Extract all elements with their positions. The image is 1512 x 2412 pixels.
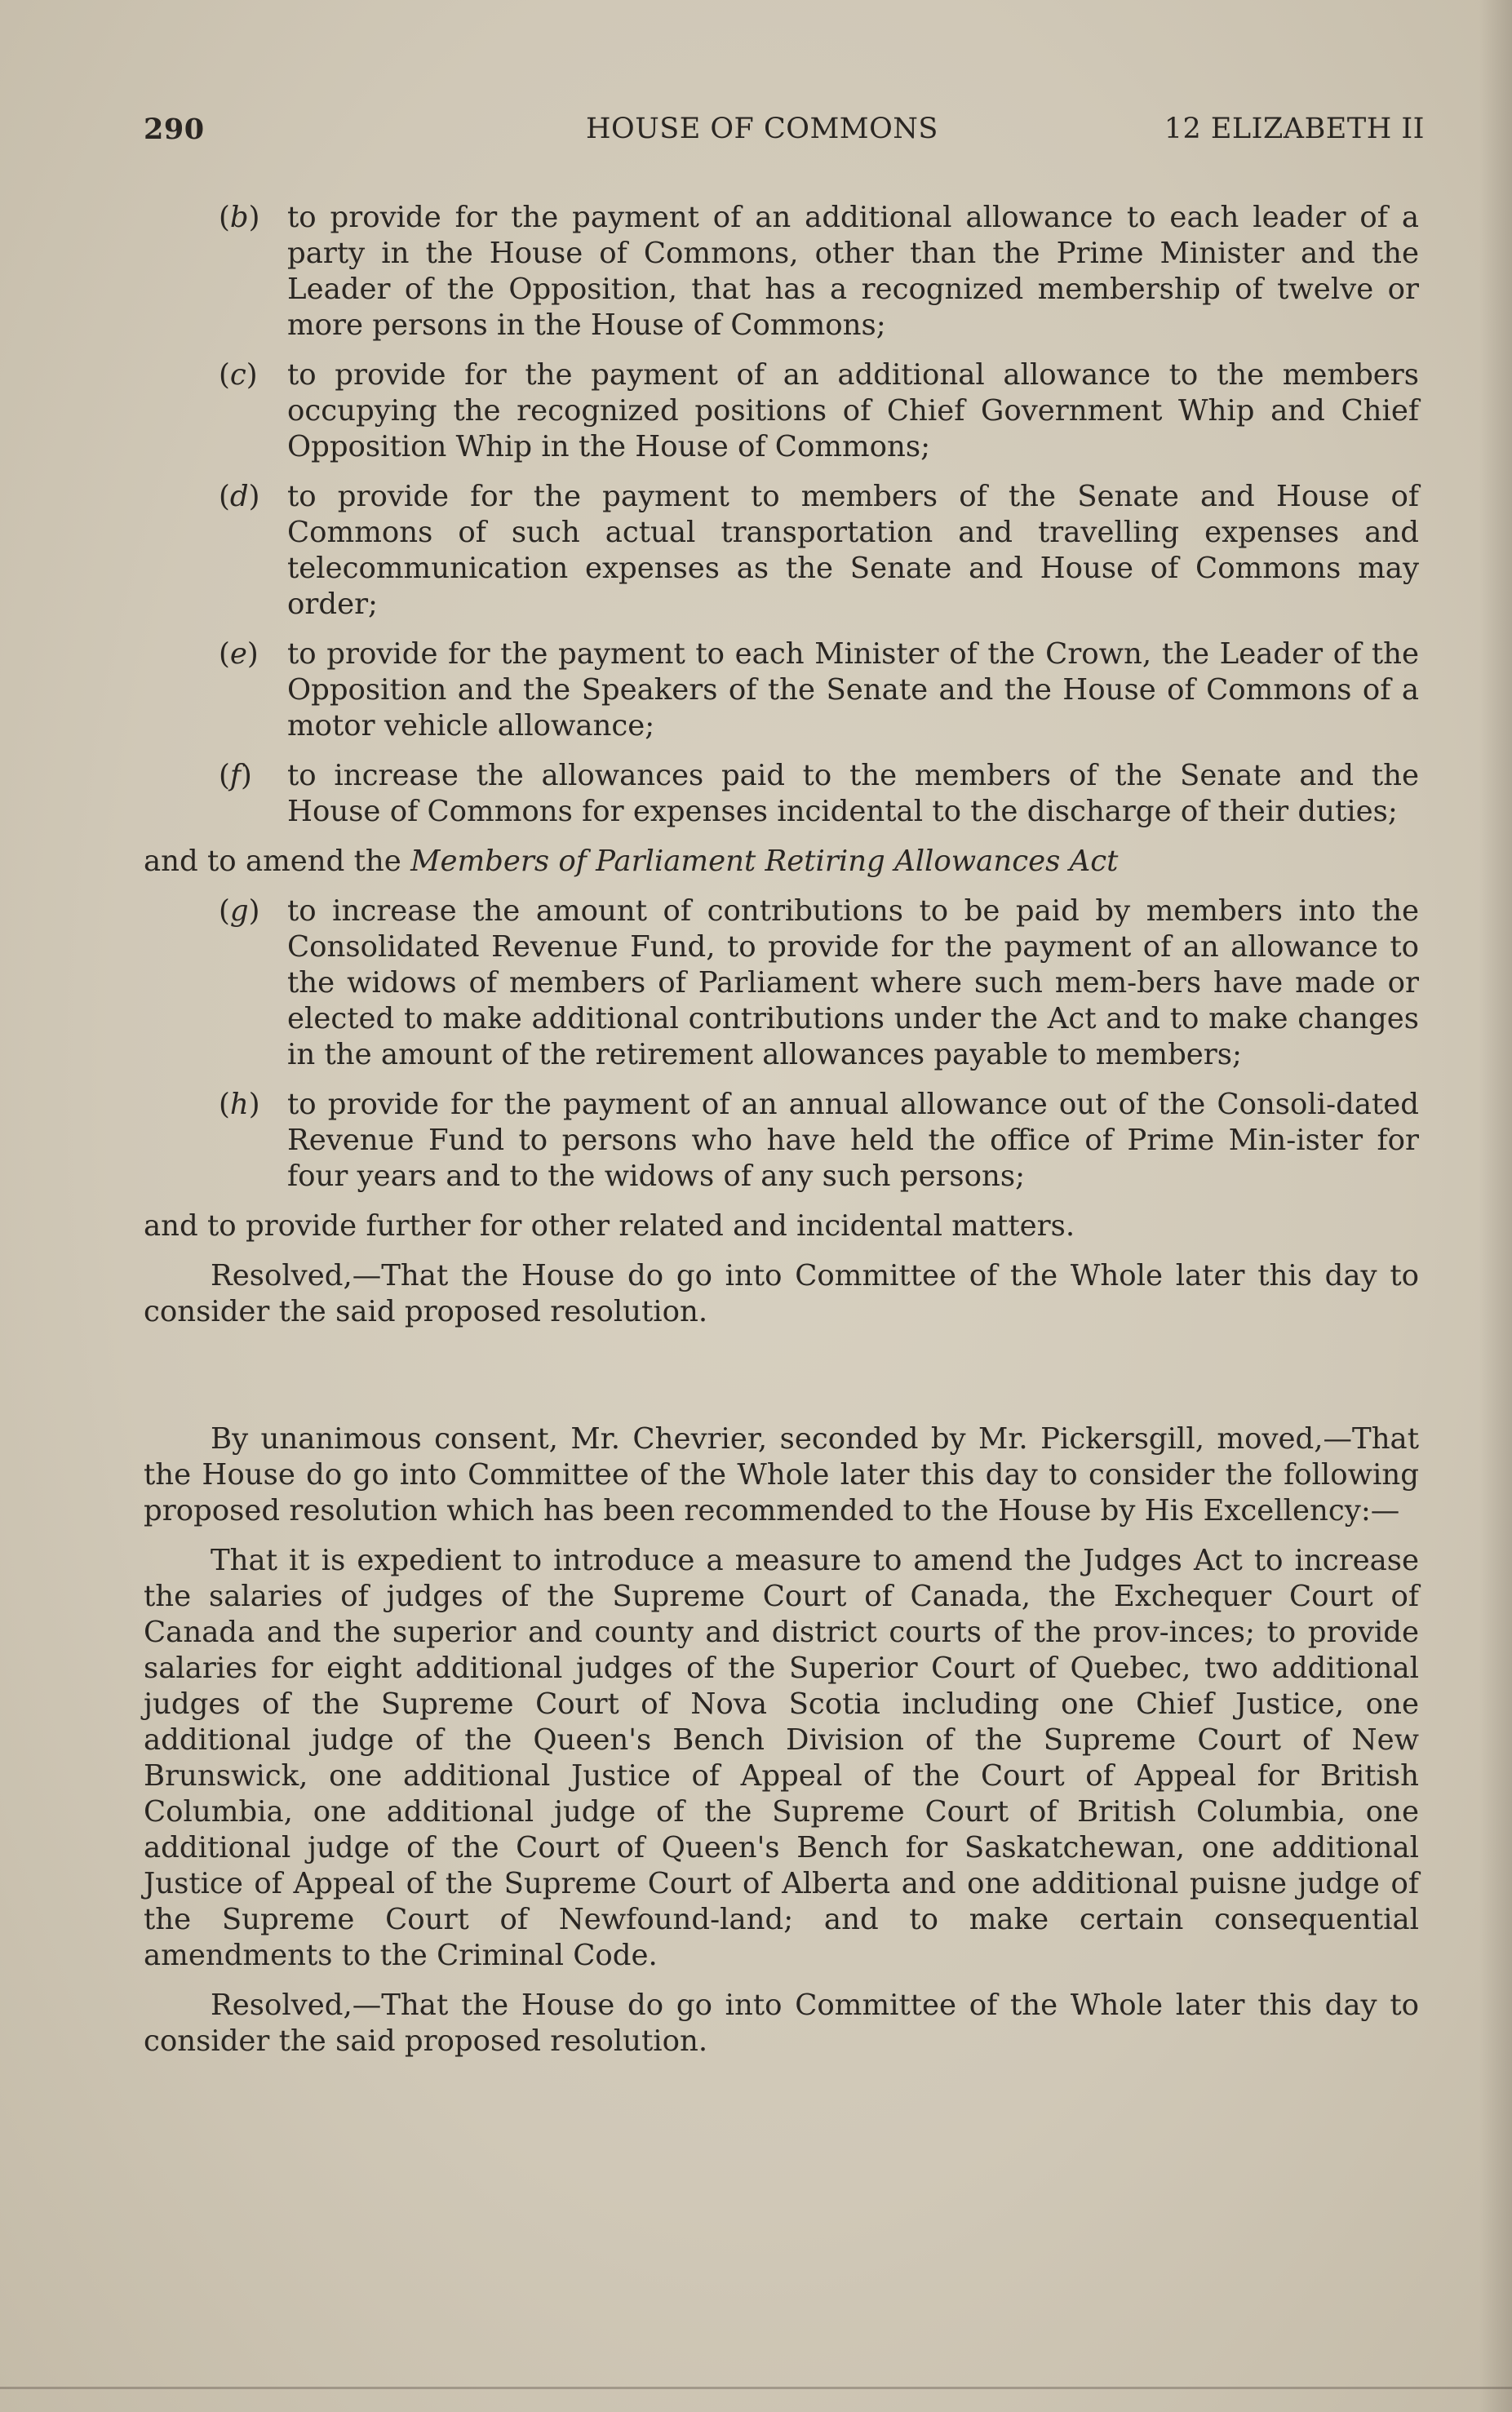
clause-text: to provide for the payment to each Minister of the Crown, the Leader of the Opposition and the Speakers of the Senate and the House of Commons of a motor vehicle allowance; bbox=[287, 637, 1419, 743]
motion-paragraph: By unanimous consent, Mr. Chevrier, seconded by Mr. Pickersgill, moved,—That the House do go into Committee of the Whole later this day to consider the following proposed resolution which has been recommended to the House by His Excellency:— bbox=[144, 1422, 1419, 1527]
clause-label: (f) bbox=[219, 759, 252, 792]
clause-letter: b bbox=[229, 201, 249, 234]
clause-text: to provide for the payment to members of the Senate and House of Commons of such actual transportation and travelling expenses and telecommunication expenses as the Senate and House of Commons may order; bbox=[287, 480, 1419, 621]
clause-item bbox=[144, 1087, 1419, 1195]
clause-label: (g) bbox=[219, 894, 260, 928]
clause-item bbox=[144, 357, 1419, 465]
clause-label: (e) bbox=[219, 637, 259, 671]
page-number: 290 bbox=[144, 113, 205, 146]
clause-item bbox=[144, 479, 1419, 623]
clause-list-retiring-allowances bbox=[144, 893, 1419, 1195]
regnal-year: 12 ELIZABETH II bbox=[1164, 113, 1425, 145]
clause-label: (d) bbox=[219, 480, 260, 513]
clause-label: (c) bbox=[219, 358, 258, 392]
clause-list-allowances bbox=[144, 200, 1419, 830]
clause-text: to increase the allowances paid to the members of the Senate and the House of Commons for expenses incidental to the discharge of their duties; bbox=[287, 759, 1419, 828]
clause-text: to provide for the payment of an additional allowance to each leader of a party in the House of Commons, other than the Prime Minister and the Leader of the Opposition, that has a recognized membership of twelve or more persons in the House of Commons; bbox=[287, 201, 1419, 342]
resolved-paragraph-1: Resolved,—That the House do go into Committee of the Whole later this day to consider the said proposed resolution. bbox=[144, 1259, 1419, 1328]
amend-lead: and to amend the bbox=[144, 845, 401, 878]
clause-text: to provide for the payment of an additional allowance to the members occupying the recognized positions of Chief Government Whip and Chief Opposition Whip in the House of Commons; bbox=[287, 358, 1419, 463]
clause-letter: g bbox=[229, 894, 249, 928]
clause-letter: f bbox=[229, 759, 241, 792]
clause-letter: c bbox=[229, 358, 246, 392]
journal-title: HOUSE OF COMMONS bbox=[586, 113, 938, 145]
clause-text: to provide for the payment of an annual allowance out of the Consoli-dated Revenue Fund to persons who have held the office of Prime Min-ister for four years and to the widows of any such persons; bbox=[287, 1088, 1419, 1193]
clause-letter: h bbox=[229, 1088, 249, 1121]
act-title: Members of Parliament Retiring Allowances Act bbox=[410, 845, 1119, 878]
page-body bbox=[144, 200, 1419, 2073]
clause-letter: d bbox=[229, 480, 249, 513]
clause-label: (h) bbox=[219, 1088, 260, 1121]
clause-item bbox=[144, 893, 1419, 1073]
running-header bbox=[144, 113, 1425, 149]
page-edge-shadow bbox=[1479, 0, 1512, 2412]
clause-text: to increase the amount of contributions to be paid by members into the Consolidated Revenue Fund, to provide for the payment of an allowance to the widows of members of Parliament where such mem-bers have made or elected to make additional contributions under the Act and to make changes in the amount of the retirement allowances payable to members; bbox=[287, 894, 1419, 1071]
amend-act-line bbox=[144, 844, 1419, 880]
clause-label: (b) bbox=[219, 201, 260, 234]
clause-item bbox=[144, 200, 1419, 344]
closing-line: and to provide further for other related and incidental matters. bbox=[144, 1209, 1075, 1243]
clause-item bbox=[144, 758, 1419, 830]
resolved-paragraph-2: Resolved,—That the House do go into Committee of the Whole later this day to consider the said proposed resolution. bbox=[144, 1989, 1419, 2058]
clause-item bbox=[144, 636, 1419, 744]
judges-resolution-paragraph: That it is expedient to introduce a measure to amend the Judges Act to increase the salaries of judges of the Supreme Court of Canada, the Exchequer Court of Canada and the superior and county and district courts of the prov-inces; to provide salaries for eight additional judges of the Superior Court of Quebec, two additional judges of the Supreme Court of Nova Scotia including one Chief Justice, one additional judge of the Queen's Bench Division of the Supreme Court of New Brunswick, one additional Justice of Appeal of the Court of Appeal for British Columbia, one additional judge of the Supreme Court of British Columbia, one additional judge of the Court of Queen's Bench for Saskatchewan, one additional Justice of Appeal of the Supreme Court of Alberta and one additional puisne judge of the Supreme Court of Newfound-land; and to make certain consequential amendments to the Criminal Code. bbox=[144, 1544, 1419, 1972]
section-gap bbox=[144, 1344, 1419, 1421]
clause-letter: e bbox=[229, 637, 247, 671]
page-bottom-edge bbox=[0, 2387, 1512, 2389]
